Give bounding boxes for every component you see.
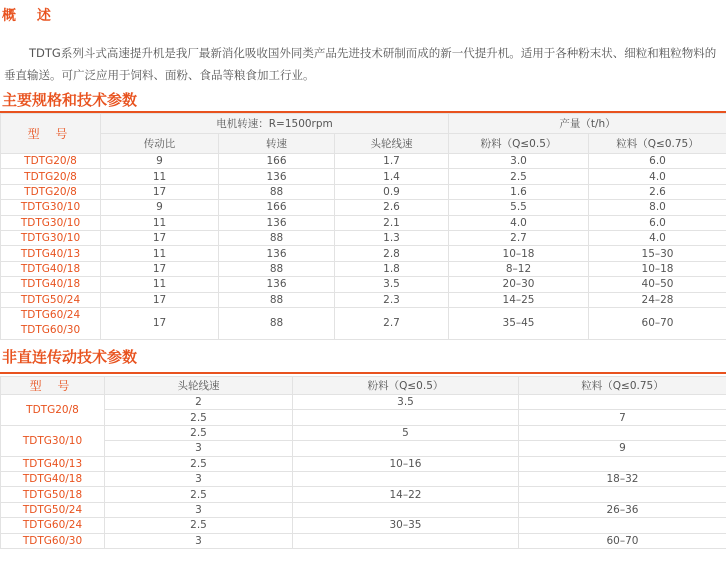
nd-model-cell: TDTG50/18 xyxy=(1,487,105,502)
spec-row xyxy=(1,154,726,169)
nd-powder-cell: 10–16 xyxy=(293,456,519,471)
spec-grain-cell: 2.6 xyxy=(589,184,726,199)
nd-header-model: 型 号 xyxy=(1,377,105,395)
spec-section-title: 主要规格和技术参数 xyxy=(2,91,138,109)
nd-model-cell: TDTG60/24 xyxy=(1,518,105,533)
non-direct-header-row xyxy=(1,377,726,395)
spec-ratio-cell: 11 xyxy=(101,246,219,261)
nd-model-cell: TDTG40/18 xyxy=(1,471,105,486)
nd-header-grain: 粒料（Q≤0.75） xyxy=(519,377,726,395)
nd-grain-cell: 60–70 xyxy=(519,533,726,548)
spec-speed-cell: 166 xyxy=(219,154,335,169)
nd-grain-cell xyxy=(519,456,726,471)
spec-ratio-cell: 11 xyxy=(101,169,219,184)
spec-header-belt: 头轮线速 xyxy=(335,134,449,154)
spec-powder-cell: 20–30 xyxy=(449,277,589,292)
nd-powder-cell xyxy=(293,502,519,517)
spec-belt-cell: 1.4 xyxy=(335,169,449,184)
spec-row xyxy=(1,200,726,215)
spec-speed-cell: 136 xyxy=(219,277,335,292)
nd-model-cell: TDTG60/30 xyxy=(1,533,105,548)
spec-speed-cell: 136 xyxy=(219,215,335,230)
nd-row xyxy=(1,441,726,456)
spec-model-b: TDTG60/30 xyxy=(20,324,81,337)
spec-header-row xyxy=(1,114,726,134)
spec-speed-cell: 88 xyxy=(219,261,335,276)
nd-header-belt: 头轮线速 xyxy=(105,377,293,395)
non-direct-table xyxy=(0,376,726,549)
nd-model-cell: TDTG50/24 xyxy=(1,502,105,517)
nd-belt-cell: 2.5 xyxy=(105,487,293,502)
spec-ratio-cell: 17 xyxy=(101,230,219,245)
nd-model-cell: TDTG30/10 xyxy=(1,425,105,456)
spec-powder-cell: 8–12 xyxy=(449,261,589,276)
nd-model-cell: TDTG40/13 xyxy=(1,456,105,471)
nd-belt-cell: 2.5 xyxy=(105,518,293,533)
spec-header-output: 产量（t/h） xyxy=(449,114,726,134)
nd-row xyxy=(1,502,726,517)
spec-row xyxy=(1,307,726,339)
spec-grain-cell: 4.0 xyxy=(589,230,726,245)
spec-model-cell: TDTG50/24 xyxy=(1,292,101,307)
spec-row xyxy=(1,261,726,276)
spec-model-cell: TDTG20/8 xyxy=(1,169,101,184)
spec-grain-cell: 60–70 xyxy=(589,307,726,339)
spec-grain-cell: 24–28 xyxy=(589,292,726,307)
non-direct-top-rule xyxy=(0,372,726,374)
nd-belt-cell: 2 xyxy=(105,395,293,410)
spec-belt-cell: 2.8 xyxy=(335,246,449,261)
nd-belt-cell: 3 xyxy=(105,533,293,548)
spec-powder-cell: 1.6 xyxy=(449,184,589,199)
nd-row xyxy=(1,533,726,548)
nd-belt-cell: 2.5 xyxy=(105,410,293,425)
spec-belt-cell: 1.3 xyxy=(335,230,449,245)
spec-powder-cell: 2.5 xyxy=(449,169,589,184)
spec-ratio-cell: 11 xyxy=(101,215,219,230)
spec-powder-cell: 5.5 xyxy=(449,200,589,215)
nd-header-powder: 粉料（Q≤0.5） xyxy=(293,377,519,395)
spec-ratio-cell: 17 xyxy=(101,292,219,307)
nd-row xyxy=(1,487,726,502)
spec-header-model: 型 号 xyxy=(1,114,101,154)
nd-grain-cell: 18–32 xyxy=(519,471,726,486)
spec-belt-cell: 2.6 xyxy=(335,200,449,215)
nd-belt-cell: 2.5 xyxy=(105,456,293,471)
spec-model-cell: TDTG30/10 xyxy=(1,215,101,230)
spec-header-ratio: 传动比 xyxy=(101,134,219,154)
spec-speed-cell: 88 xyxy=(219,230,335,245)
spec-ratio-cell: 9 xyxy=(101,154,219,169)
spec-row xyxy=(1,230,726,245)
nd-belt-cell: 3 xyxy=(105,502,293,517)
spec-ratio-cell: 11 xyxy=(101,277,219,292)
spec-ratio-cell: 17 xyxy=(101,261,219,276)
spec-speed-cell: 88 xyxy=(219,184,335,199)
overview-text: TDTG系列斗式高速提升机是我厂最新消化吸收国外同类产品先进技术研制而成的新一代提升机。适用于各种粉末状、细粒和粗粒物料的垂直输送。可广泛应用于饲料、面粉、食品等粮食加工行业。 xyxy=(4,46,717,82)
spec-header-grain: 粒料（Q≤0.75） xyxy=(589,134,726,154)
nd-powder-cell xyxy=(293,410,519,425)
nd-row xyxy=(1,425,726,440)
spec-row xyxy=(1,215,726,230)
spec-ratio-cell: 17 xyxy=(101,307,219,339)
spec-subheader-row xyxy=(1,134,726,154)
nd-row xyxy=(1,471,726,486)
spec-model-cell: TDTG30/10 xyxy=(1,200,101,215)
nd-powder-cell xyxy=(293,533,519,548)
spec-powder-cell: 3.0 xyxy=(449,154,589,169)
spec-grain-cell: 4.0 xyxy=(589,169,726,184)
spec-model-cell: TDTG20/8 xyxy=(1,184,101,199)
spec-speed-cell: 88 xyxy=(219,292,335,307)
nd-grain-cell xyxy=(519,487,726,502)
spec-row xyxy=(1,277,726,292)
nd-row xyxy=(1,456,726,471)
nd-row xyxy=(1,518,726,533)
nd-belt-cell: 2.5 xyxy=(105,425,293,440)
spec-speed-cell: 136 xyxy=(219,169,335,184)
spec-model-cell: TDTG20/8 xyxy=(1,154,101,169)
spec-belt-cell: 1.7 xyxy=(335,154,449,169)
nd-grain-cell xyxy=(519,518,726,533)
spec-belt-cell: 1.8 xyxy=(335,261,449,276)
spec-grain-cell: 40–50 xyxy=(589,277,726,292)
spec-powder-cell: 4.0 xyxy=(449,215,589,230)
nd-row xyxy=(1,395,726,410)
spec-belt-cell: 2.1 xyxy=(335,215,449,230)
spec-speed-cell: 88 xyxy=(219,307,335,339)
spec-belt-cell: 3.5 xyxy=(335,277,449,292)
spec-powder-cell: 10–18 xyxy=(449,246,589,261)
overview-title: 概 述 xyxy=(2,8,59,24)
spec-model-cell: TDTG40/18 xyxy=(1,261,101,276)
non-direct-section-title: 非直连传动技术参数 xyxy=(2,348,138,366)
spec-model-cell: TDTG40/18 xyxy=(1,277,101,292)
spec-powder-cell: 2.7 xyxy=(449,230,589,245)
spec-powder-cell: 14–25 xyxy=(449,292,589,307)
spec-row xyxy=(1,184,726,199)
spec-ratio-cell: 9 xyxy=(101,200,219,215)
nd-grain-cell: 26–36 xyxy=(519,502,726,517)
spec-speed-cell: 166 xyxy=(219,200,335,215)
spec-model-cell: TDTG40/13 xyxy=(1,246,101,261)
nd-grain-cell xyxy=(519,425,726,440)
spec-belt-cell: 2.7 xyxy=(335,307,449,339)
nd-grain-cell xyxy=(519,395,726,410)
spec-model-a: TDTG60/24 xyxy=(20,309,81,322)
spec-speed-cell: 136 xyxy=(219,246,335,261)
spec-grain-cell: 6.0 xyxy=(589,215,726,230)
spec-header-motor: 电机转速：R=1500rpm xyxy=(101,114,449,134)
nd-belt-cell: 3 xyxy=(105,441,293,456)
spec-ratio-cell: 17 xyxy=(101,184,219,199)
nd-belt-cell: 3 xyxy=(105,471,293,486)
spec-model-cell xyxy=(1,307,101,339)
spec-row xyxy=(1,169,726,184)
nd-row xyxy=(1,410,726,425)
nd-model-cell: TDTG20/8 xyxy=(1,395,105,426)
spec-grain-cell: 10–18 xyxy=(589,261,726,276)
spec-grain-cell: 8.0 xyxy=(589,200,726,215)
nd-grain-cell: 9 xyxy=(519,441,726,456)
spec-row xyxy=(1,292,726,307)
spec-belt-cell: 2.3 xyxy=(335,292,449,307)
nd-powder-cell: 5 xyxy=(293,425,519,440)
spec-grain-cell: 15–30 xyxy=(589,246,726,261)
spec-row xyxy=(1,246,726,261)
nd-powder-cell xyxy=(293,441,519,456)
nd-powder-cell: 14–22 xyxy=(293,487,519,502)
spec-model-cell: TDTG30/10 xyxy=(1,230,101,245)
spec-grain-cell: 6.0 xyxy=(589,154,726,169)
spec-header-powder: 粉料（Q≤0.5） xyxy=(449,134,589,154)
nd-grain-cell: 7 xyxy=(519,410,726,425)
nd-powder-cell: 30–35 xyxy=(293,518,519,533)
nd-powder-cell: 3.5 xyxy=(293,395,519,410)
spec-header-speed: 转速 xyxy=(219,134,335,154)
spec-powder-cell: 35–45 xyxy=(449,307,589,339)
nd-powder-cell xyxy=(293,471,519,486)
spec-table xyxy=(0,113,726,340)
spec-belt-cell: 0.9 xyxy=(335,184,449,199)
